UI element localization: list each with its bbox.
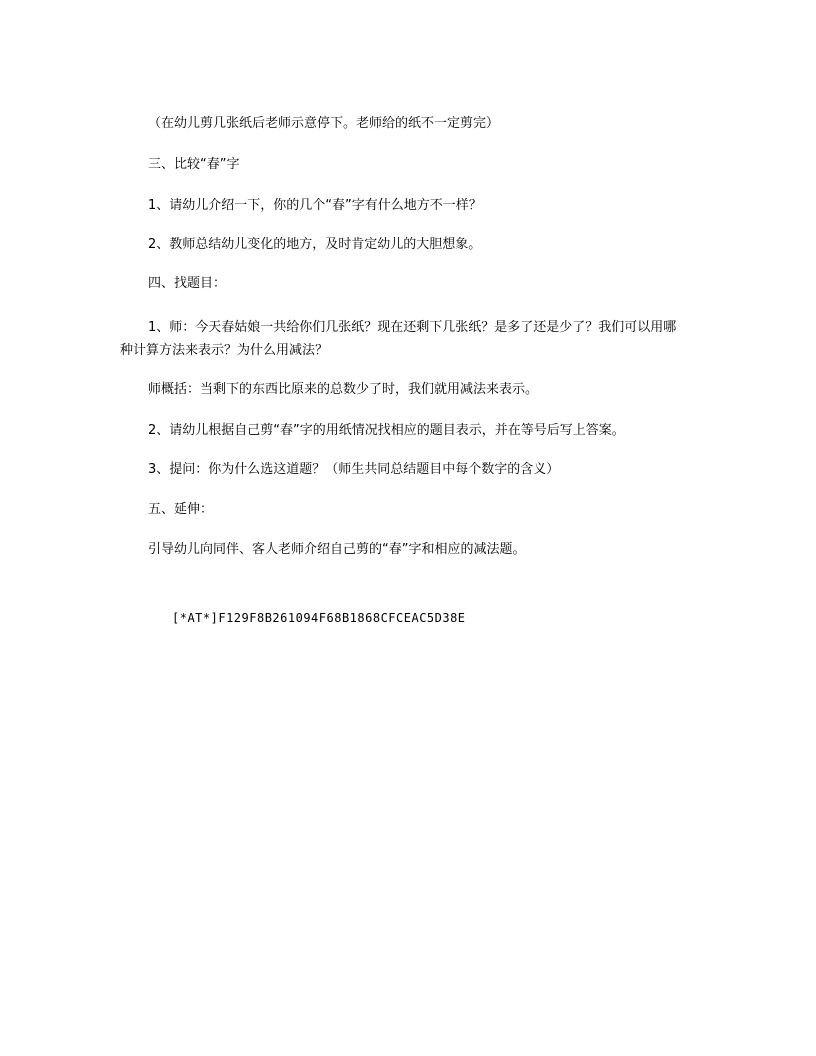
section-heading-5: 五、延伸： <box>148 502 214 517</box>
paragraph-item-4-1: 1、师：今天春姑娘一共给你们几张纸？现在还剩下几张纸？是多了还是少了？我们可以用哪种计算方法来表示？为什么用减法？ <box>120 320 677 358</box>
section-heading-3: 三、比较“春”字 <box>148 157 240 172</box>
paragraph-note: （在幼儿剪几张纸后老师示意停下。老师给的纸不一定剪完） <box>148 116 500 131</box>
paragraph-summary: 师概括：当剩下的东西比原来的总数少了时，我们就用减法来表示。 <box>148 382 539 397</box>
paragraph-item-4-2: 2、请幼儿根据自己剪“春”字的用纸情况找相应的题目表示，并在等号后写上答案。 <box>148 423 625 438</box>
paragraph-item-3-2: 2、教师总结幼儿变化的地方，及时肯定幼儿的大胆想象。 <box>148 237 482 252</box>
paragraph-extension: 引导幼儿向同伴、客人老师介绍自己剪的“春”字和相应的减法题。 <box>148 542 526 557</box>
footer-code: [*AT*]F129F8B261094F68B1868CFCEAC5D38E <box>172 611 466 625</box>
section-heading-4: 四、找题目： <box>148 276 227 291</box>
paragraph-item-3-1: 1、请幼儿介绍一下，你的几个“春”字有什么地方不一样？ <box>148 198 482 213</box>
paragraph-item-4-3: 3、提问：你为什么选这道题？（师生共同总结题目中每个数字的含义） <box>148 462 560 477</box>
